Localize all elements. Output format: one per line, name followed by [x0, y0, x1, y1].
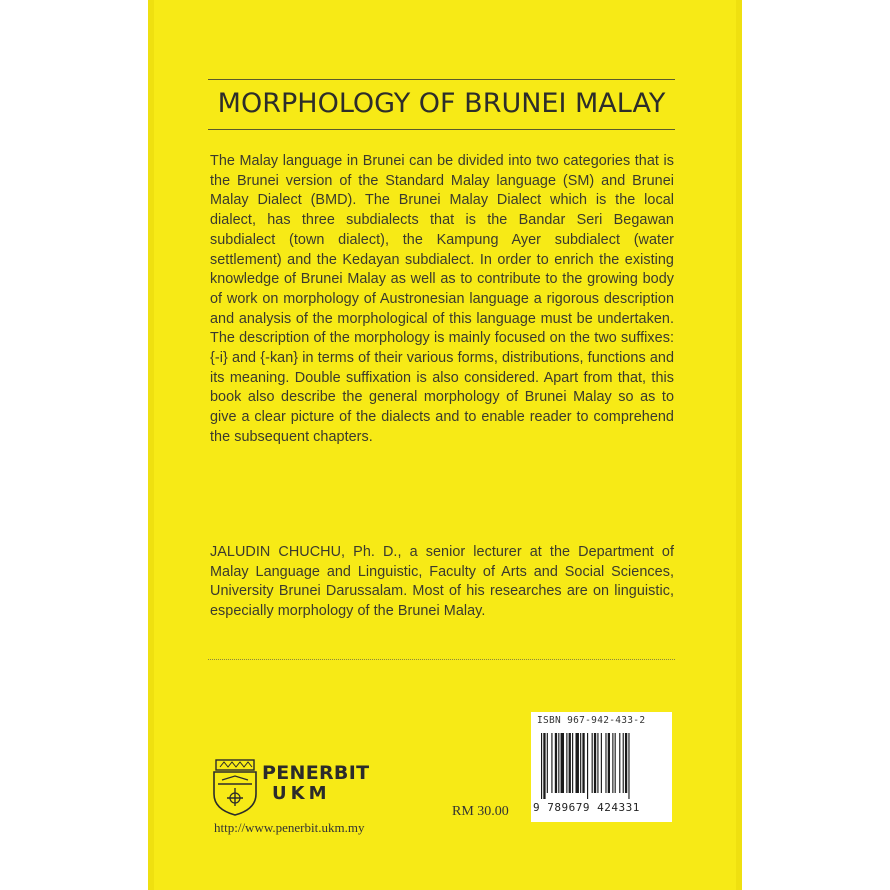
barcode-bar	[551, 733, 552, 793]
isbn-text: ISBN 967-942-433-2	[537, 715, 646, 726]
barcode-bar	[576, 733, 579, 793]
barcode-bar	[597, 733, 598, 793]
publisher-line-2: UKM	[272, 783, 331, 804]
barcode-bar	[582, 733, 584, 793]
barcode-bar	[592, 733, 593, 793]
barcode-bar	[547, 733, 548, 793]
barcode-bar	[541, 733, 542, 799]
barcode-label	[531, 712, 672, 822]
barcode-bar	[625, 733, 627, 793]
title-rule	[208, 129, 675, 130]
barcode-bar	[561, 733, 564, 793]
barcode-number: 9 789679 424331	[533, 801, 640, 814]
barcode-bar	[587, 733, 588, 799]
barcode-bar	[543, 733, 545, 799]
author-bio-paragraph: JALUDIN CHUCHU, Ph. D., a senior lecturer at the Department of Malay Language and Linguistic, Faculty of Arts and Social Sciences, University Brunei Darussalam. Most of his researches are on linguistic, especially morphology of the Brunei Malay.	[210, 544, 674, 620]
barcode-bar	[619, 733, 620, 793]
barcode-bar	[594, 733, 596, 793]
price-label: RM 30.00	[452, 804, 509, 819]
publisher-name	[262, 763, 369, 805]
publisher-line-1: PENERBIT	[262, 762, 370, 784]
barcode-bar	[572, 733, 573, 793]
barcode-bar	[623, 733, 624, 793]
barcode-bar	[608, 733, 610, 793]
blurb-paragraph: The Malay language in Brunei can be divided into two categories that is the Brunei version of the Standard Malay language (SM) and Brunei Malay Dialect (BMD). The Brunei Malay Dialect which is the local dialect, has three subdialects that is the Bandar Seri Begawan subdialect (town dialect), the Kampung Ayer subdialect (water settlement) and the Kedayan subdialect. In order to enrich the existing knowledge of Brunei Malay as well as to contribute to the growing body of work on morphology of Austronesian language a rigorous description and analysis of the morphological of this language must be undertaken. The description of the morphology is mainly focused on the two suffixes: {-i} and {-kan} in terms of their various forms, distributions, functions and its meaning. Double suffixation is also considered. Apart from that, this book also describe the general morphology of Brunei Malay so as to give a clear picture of the dialects and to enable reader to comprehend the subsequent chapters.	[210, 153, 674, 445]
barcode-bar	[558, 733, 559, 793]
barcode-bar	[569, 733, 571, 793]
barcode-bar	[615, 733, 616, 793]
bottom-dotted-rule	[208, 659, 675, 660]
barcode-bar	[628, 733, 629, 799]
barcode-bar	[555, 733, 557, 793]
barcode-icon	[541, 733, 662, 799]
ukm-crest-icon	[212, 758, 258, 816]
publisher-url: http://www.penerbit.ukm.my	[214, 820, 365, 835]
barcode-bar	[605, 733, 606, 793]
barcode-bar	[601, 733, 602, 793]
book-title: MORPHOLOGY OF BRUNEI MALAY	[217, 88, 666, 119]
barcode-bar	[612, 733, 613, 793]
barcode-bar	[580, 733, 581, 793]
top-rule	[208, 79, 675, 80]
barcode-bar	[566, 733, 567, 793]
